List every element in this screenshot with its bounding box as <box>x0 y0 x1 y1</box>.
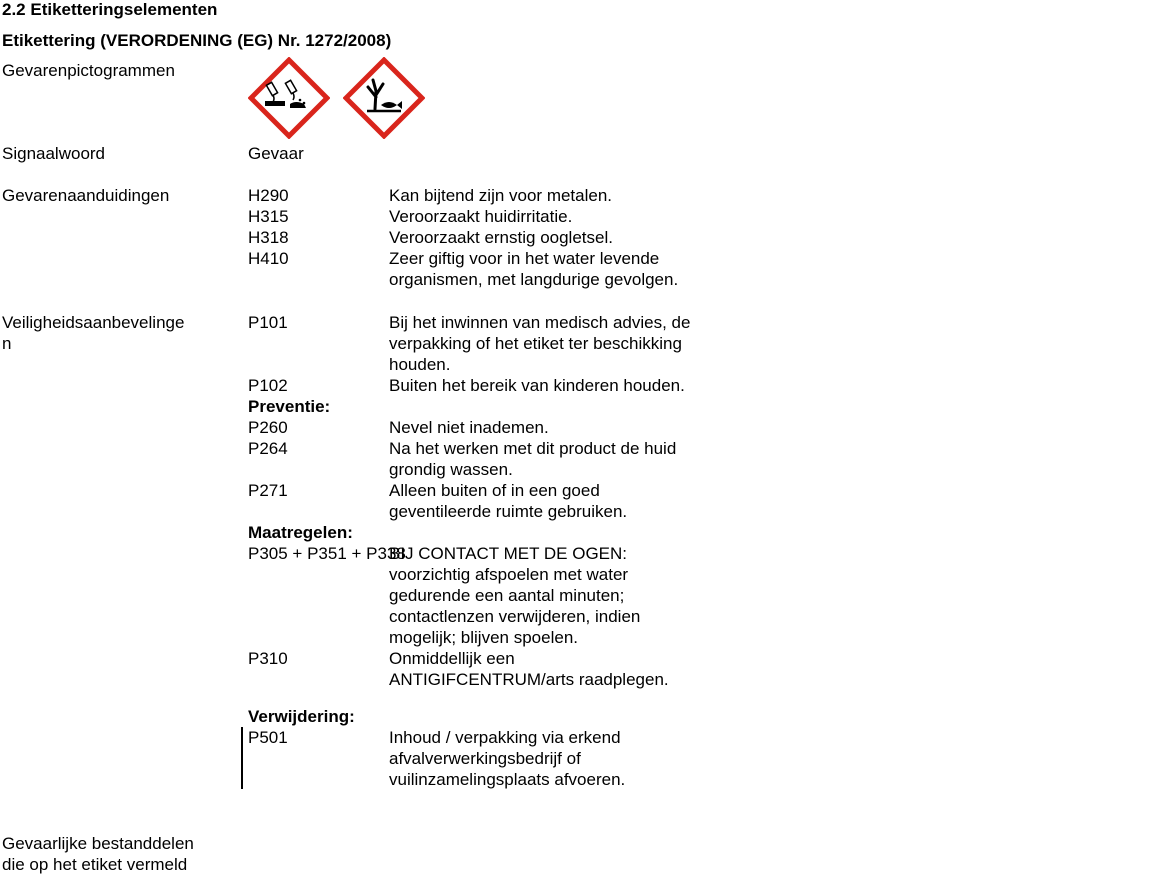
statement-text: Na het werken met dit product de huid <box>389 439 677 458</box>
statement-text: Kan bijtend zijn voor metalen. <box>389 186 613 205</box>
statement-text: Nevel niet inademen. <box>389 418 549 437</box>
disposal-heading: Verwijdering: <box>248 707 355 726</box>
corrosion-icon <box>248 57 330 139</box>
statement-code: P260 <box>248 418 288 437</box>
statement-code: H315 <box>248 207 289 226</box>
statement-text: Zeer giftig voor in het water levende <box>389 249 660 268</box>
statement-code: H290 <box>248 186 289 205</box>
statement-text: Inhoud / verpakking via erkend <box>389 728 621 747</box>
statement-text: Bij het inwinnen van medisch advies, de <box>389 313 691 332</box>
statement-code: P310 <box>248 649 288 668</box>
signal-word-value: Gevaar <box>248 144 304 163</box>
statement-text: Alleen buiten of in een goed <box>389 481 600 500</box>
statement-code: H410 <box>248 249 289 268</box>
statement-text: contactlenzen verwijderen, indien <box>389 607 641 626</box>
section-heading: 2.2 Etiketteringselementen <box>2 0 218 19</box>
statement-text: organismen, met langdurige gevolgen. <box>389 270 679 289</box>
statement-text: ANTIGIFCENTRUM/arts raadplegen. <box>389 670 669 689</box>
statement-text: gedurende een aantal minuten; <box>389 586 625 605</box>
statement-code: H318 <box>248 228 289 247</box>
precautionary-label-line: n <box>2 334 12 353</box>
pictograms-label: Gevarenpictogrammen <box>2 61 175 80</box>
statement-text: Onmiddellijk een <box>389 649 515 668</box>
hazardous-components-label-line: die op het etiket vermeld <box>2 855 188 874</box>
environment-icon <box>343 57 425 139</box>
response-heading: Maatregelen: <box>248 523 353 542</box>
statement-text: Veroorzaakt ernstig oogletsel. <box>389 228 613 247</box>
statement-text: Veroorzaakt huidirritatie. <box>389 207 573 226</box>
statement-code: P102 <box>248 376 288 395</box>
statement-text: houden. <box>389 355 451 374</box>
statement-text: Buiten het bereik van kinderen houden. <box>389 376 685 395</box>
statement-text: mogelijk; blijven spoelen. <box>389 628 578 647</box>
statement-code: P271 <box>248 481 288 500</box>
statement-code: P264 <box>248 439 288 458</box>
statement-code: P305 + P351 + P338 <box>248 544 406 563</box>
prevention-heading: Preventie: <box>248 397 331 416</box>
statement-text: BIJ CONTACT MET DE OGEN: <box>389 544 628 563</box>
statement-text: geventileerde ruimte gebruiken. <box>389 502 628 521</box>
hazard-statements-label: Gevarenaanduidingen <box>2 186 170 205</box>
section-subheading: Etikettering (VERORDENING (EG) Nr. 1272/2008) <box>2 31 392 50</box>
statement-code: P501 <box>248 728 288 747</box>
revision-bar <box>241 727 243 789</box>
hazardous-components-label-line: Gevaarlijke bestanddelen <box>2 834 194 853</box>
signal-word-label: Signaalwoord <box>2 144 106 163</box>
statement-text: grondig wassen. <box>389 460 513 479</box>
statement-text: vuilinzamelingsplaats afvoeren. <box>389 770 626 789</box>
statement-text: verpakking of het etiket ter beschikking <box>389 334 682 353</box>
precautionary-label-line: Veiligheidsaanbevelinge <box>2 313 185 332</box>
statement-code: P101 <box>248 313 288 332</box>
statement-text: afvalverwerkingsbedrijf of <box>389 749 581 768</box>
statement-text: voorzichtig afspoelen met water <box>389 565 629 584</box>
